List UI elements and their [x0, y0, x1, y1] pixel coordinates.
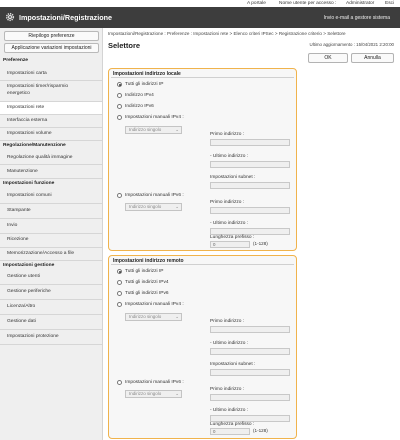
local-radio-manual-ipv6[interactable] — [117, 193, 122, 198]
sidebar-item-image-quality[interactable]: Regolazione qualità immagine — [7, 155, 73, 160]
page-title: Selettore — [108, 41, 141, 50]
cancel-button[interactable]: Annulla — [351, 53, 394, 63]
sidebar-item-external-interface[interactable]: Interfaccia esterna — [7, 118, 48, 123]
ok-button[interactable]: OK — [308, 53, 348, 63]
remote-radio-ipv4[interactable] — [117, 280, 122, 285]
remote-first-v4-label: Primo indirizzo : — [210, 319, 245, 324]
chevron-down-icon: ⌄ — [175, 127, 179, 132]
sidebar-item-file-access[interactable]: Memorizzazione/Accesso a file — [7, 251, 75, 256]
remote-subnet-v4-label: Impostazioni subnet : — [210, 362, 256, 367]
portal-link[interactable]: A portale — [247, 1, 266, 6]
remote-label-manual-ipv6: Impostazioni manuali IPv6 : — [125, 380, 184, 385]
sidebar-item-receive[interactable]: Ricezione — [7, 237, 29, 242]
chevron-down-icon: ⌄ — [175, 314, 179, 319]
top-utility-bar — [0, 0, 400, 7]
sidebar-section-functions: Impostazioni funzione — [3, 181, 55, 186]
local-radio-all[interactable] — [117, 82, 122, 87]
local-radio-ipv6[interactable] — [117, 104, 122, 109]
remote-label-ipv4: Tutti gli indirizzi IPv4 — [125, 280, 169, 285]
sidebar-item-license[interactable]: Licenza/Altro — [7, 304, 36, 309]
local-subnet-v4-label: Impostazioni subnet : — [210, 175, 256, 180]
main-content — [103, 28, 400, 440]
remote-ipv4-select[interactable]: Indirizzo singolo ⌄ — [125, 313, 182, 321]
local-last-v4-input[interactable] — [210, 161, 290, 168]
local-ipv6-select[interactable]: Indirizzo singolo ⌄ — [125, 203, 182, 211]
breadcrumb: Impostazioni/Registrazione : Preferenze : Impostazioni rete > Elenco criteri IPSec > Registrazione criterio > Selettore — [108, 31, 346, 36]
remote-radio-manual-ipv4[interactable] — [117, 302, 122, 307]
local-label-manual-ipv6: Impostazioni manuali IPv6 : — [125, 193, 184, 198]
remote-label-all: Tutti gli indirizzi IP — [125, 269, 164, 274]
local-first-v4-label: Primo indirizzo : — [210, 132, 245, 137]
local-last-v6-input[interactable] — [210, 228, 290, 235]
sidebar-section-adjust: Regolazione/Manutenzione — [3, 143, 66, 148]
gear-icon — [5, 12, 15, 22]
local-first-v4-input[interactable] — [210, 139, 290, 146]
remote-ipv6-select[interactable]: Indirizzo singolo ⌄ — [125, 390, 182, 398]
local-subnet-v4-input[interactable] — [210, 182, 290, 189]
remote-radio-manual-ipv6[interactable] — [117, 380, 122, 385]
summary-button[interactable]: Riepilogo preferenze — [4, 31, 99, 41]
local-radio-ipv4[interactable] — [117, 93, 122, 98]
remote-first-v6-input[interactable] — [210, 394, 290, 401]
sidebar-item-send[interactable]: Invio — [7, 223, 18, 228]
remote-first-v4-input[interactable] — [210, 326, 290, 333]
chevron-down-icon: ⌄ — [175, 204, 179, 209]
local-prefix-label: Lunghezza prefisso : — [210, 235, 255, 240]
chevron-down-icon: ⌄ — [175, 391, 179, 396]
app-header — [0, 7, 400, 28]
local-label-ipv4: Indirizzo IPv4 — [125, 93, 154, 98]
sidebar-item-network[interactable]: Impostazioni rete — [0, 102, 102, 114]
local-prefix-input[interactable]: 0 — [210, 241, 250, 248]
sidebar-item-devices[interactable]: Gestione periferiche — [7, 289, 51, 294]
local-label-ipv6: Indirizzo IPv6 — [125, 104, 154, 109]
sidebar-item-data[interactable]: Gestione dati — [7, 319, 36, 324]
remote-last-v6-input[interactable] — [210, 415, 290, 422]
remote-subnet-v4-input[interactable] — [210, 369, 290, 376]
remote-prefix-range: (1-128) — [253, 428, 268, 433]
remote-prefix-input[interactable]: 0 — [210, 428, 250, 435]
local-label-all: Tutti gli indirizzi IP — [125, 82, 164, 87]
logout-link[interactable]: Esci — [385, 1, 395, 6]
sidebar-item-paper[interactable]: Impostazioni carta — [7, 71, 47, 76]
sidebar-item-users[interactable]: Gestione utenti — [7, 274, 40, 279]
sidebar — [0, 28, 103, 440]
sidebar-item-security[interactable]: Impostazioni protezione — [7, 334, 59, 339]
local-label-manual-ipv4: Impostazioni manuali IPv4 : — [125, 115, 184, 120]
sidebar-item-common[interactable]: Impostazioni comuni — [7, 193, 52, 198]
login-user-label: Nome utente per accesso : — [279, 1, 337, 6]
remote-prefix-label: Lunghezza prefisso : — [210, 422, 255, 427]
local-ipv4-select[interactable]: Indirizzo singolo ⌄ — [125, 126, 182, 134]
login-user-name: Administrator — [346, 1, 375, 6]
local-prefix-range: (1-128) — [253, 241, 268, 246]
last-updated: Ultimo aggiornamento : 15/04/2021 2:20:00 — [309, 42, 394, 47]
local-last-v4-label: - Ultimo indirizzo : — [210, 154, 249, 159]
remote-label-ipv6: Tutti gli indirizzi IPv6 — [125, 291, 169, 296]
remote-first-v6-label: Primo indirizzo : — [210, 387, 245, 392]
remote-last-v6-label: - Ultimo indirizzo : — [210, 408, 249, 413]
local-panel-title: Impostazioni indirizzo locale — [113, 71, 181, 77]
sidebar-item-maintenance[interactable]: Manutenzione — [7, 169, 38, 174]
sidebar-item-volume[interactable]: Impostazioni volume — [7, 131, 52, 136]
sidebar-item-printer[interactable]: Stampante — [7, 208, 31, 213]
remote-last-v4-label: - Ultimo indirizzo : — [210, 341, 249, 346]
remote-radio-ipv6[interactable] — [117, 291, 122, 296]
remote-address-panel — [108, 255, 297, 439]
sidebar-section-management: Impostazioni gestione — [3, 263, 55, 268]
local-address-panel — [108, 68, 297, 251]
remote-last-v4-input[interactable] — [210, 348, 290, 355]
local-first-v6-label: Primo indirizzo : — [210, 200, 245, 205]
remote-label-manual-ipv4: Impostazioni manuali IPv4 : — [125, 302, 184, 307]
remote-radio-all[interactable] — [117, 269, 122, 274]
local-first-v6-input[interactable] — [210, 207, 290, 214]
mail-admin-link[interactable]: Invio e-mail a gestore sistema — [323, 14, 390, 21]
apply-changes-button[interactable]: Applicazione variazioni impostazioni — [4, 43, 99, 53]
local-radio-manual-ipv4[interactable] — [117, 115, 122, 120]
sidebar-item-timer[interactable]: Impostazioni timer/risparmio energetico — [7, 84, 69, 96]
remote-panel-title: Impostazioni indirizzo remoto — [113, 258, 184, 264]
app-title: Impostazioni/Registrazione — [19, 13, 113, 22]
local-last-v6-label: - Ultimo indirizzo : — [210, 221, 249, 226]
sidebar-section-preferences: Preferenze — [3, 58, 29, 63]
